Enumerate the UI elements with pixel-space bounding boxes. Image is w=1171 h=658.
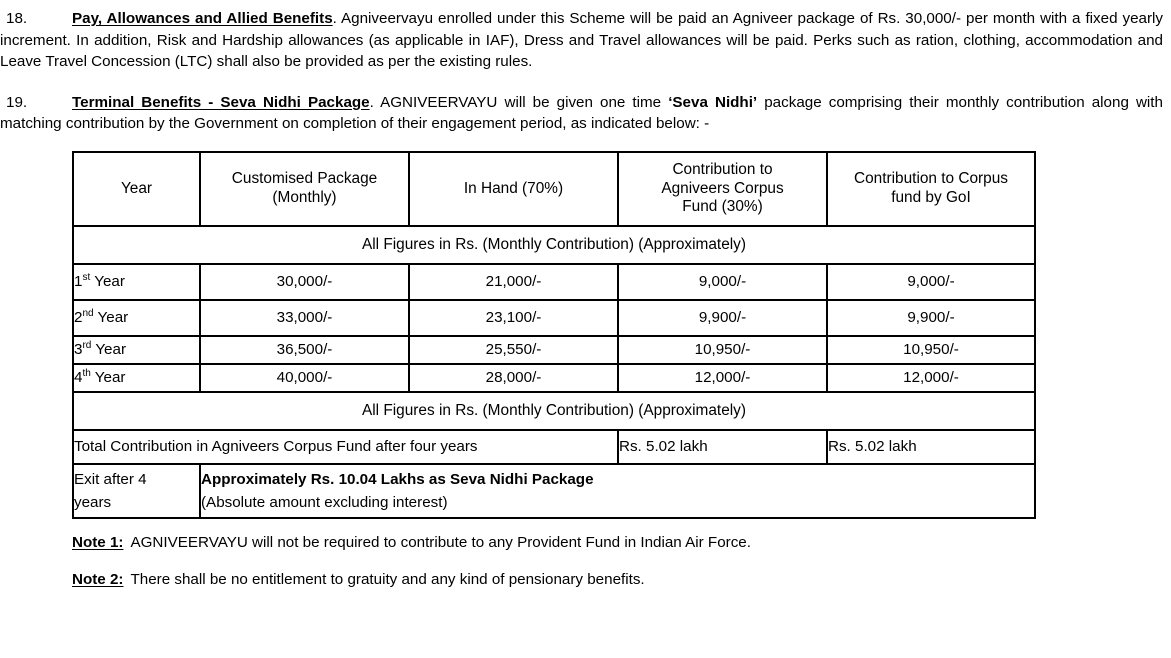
exit-row-value <box>200 464 1035 518</box>
table-band-row-top <box>73 226 1035 264</box>
row-4-year <box>73 364 200 392</box>
row-2-year-word: Year <box>97 309 129 327</box>
table-row <box>73 300 1035 336</box>
note-2-label: Note 2: <box>72 571 124 589</box>
row-4-customised-package: 40,000/- <box>200 364 409 392</box>
row-2-goi-corpus: 9,900/- <box>827 300 1035 336</box>
table-total-row <box>73 430 1035 464</box>
paragraph-19-heading: Terminal Benefits - Seva Nidhi Package <box>72 93 370 111</box>
row-4-goi-corpus: 12,000/- <box>827 364 1035 392</box>
total-row-label: Total Contribution in Agniveers Corpus Fund after four years <box>73 430 618 464</box>
row-4-in-hand: 28,000/- <box>409 364 618 392</box>
header-agniveers-line3: Fund (30%) <box>682 198 763 216</box>
exit-row-label <box>73 464 200 518</box>
header-agniveers-line2: Agniveers Corpus <box>661 179 784 197</box>
total-row-agniveer-value: Rs. 5.02 lakh <box>618 430 827 464</box>
header-goi-line2: fund by GoI <box>891 188 971 206</box>
note-1-label: Note 1: <box>72 533 124 551</box>
paragraph-19 <box>0 92 1171 135</box>
row-2-year-suffix: nd <box>82 308 94 320</box>
header-cell-agniveers-corpus <box>618 152 827 226</box>
row-3-goi-corpus: 10,950/- <box>827 336 1035 364</box>
total-row-goi-value: Rs. 5.02 lakh <box>827 430 1035 464</box>
seva-nidhi-table-wrapper <box>0 151 1171 519</box>
table-row <box>73 264 1035 300</box>
row-2-agniveer-corpus: 9,900/- <box>618 300 827 336</box>
row-1-in-hand: 21,000/- <box>409 264 618 300</box>
band-text-bottom: All Figures in Rs. (Monthly Contribution) (Approximately) <box>73 392 1035 430</box>
row-4-agniveer-corpus: 12,000/- <box>618 364 827 392</box>
note-2-text: There shall be no entitlement to gratuity and any kind of pensionary benefits. <box>130 571 645 589</box>
header-customised-line2: (Monthly) <box>272 188 337 206</box>
row-2-year-ordinal: 2 <box>74 309 83 327</box>
row-1-customised-package: 30,000/- <box>200 264 409 300</box>
note-1-text: AGNIVEERVAYU will not be required to contribute to any Provident Fund in Indian Air Force. <box>130 533 751 551</box>
row-3-agniveer-corpus: 10,950/- <box>618 336 827 364</box>
header-customised-line1: Customised Package <box>231 170 378 188</box>
table-header-row <box>73 152 1035 226</box>
header-cell-year <box>73 152 200 226</box>
row-1-year-ordinal: 1 <box>74 273 83 291</box>
table-exit-row <box>73 464 1035 518</box>
exit-label-line1: Exit after 4 <box>74 470 147 488</box>
document-page <box>0 8 1171 658</box>
exit-label-line2: years <box>74 493 112 511</box>
row-1-goi-corpus: 9,000/- <box>827 264 1035 300</box>
paragraph-18-body: . Agniveervayu enrolled under this Scheme will be paid an Agniveer package of Rs. 30,000/- per month with a fixed yearly increment. In addition, Risk and Hardship allowances (as applicable in IAF), Dress and Travel allowances will be paid. Perks such as ration, clothing, accommodation and Leave Travel Concession (LTC) shall also be provided as per the existing rules. <box>0 10 1164 71</box>
row-3-year <box>73 336 200 364</box>
table-row <box>73 336 1035 364</box>
header-cell-goi-corpus <box>827 152 1035 226</box>
exit-value-line1: Approximately Rs. 10.04 Lakhs as Seva Nidhi Package <box>201 470 594 488</box>
band-text-top: All Figures in Rs. (Monthly Contribution) (Approximately) <box>73 226 1035 264</box>
row-3-year-suffix: rd <box>82 340 92 352</box>
row-3-customised-package: 36,500/- <box>200 336 409 364</box>
note-2 <box>72 569 1171 591</box>
row-4-year-ordinal: 4 <box>74 369 83 387</box>
exit-value-line2: (Absolute amount excluding interest) <box>201 493 448 511</box>
notes-section <box>0 532 1171 591</box>
note-1 <box>72 532 1171 554</box>
header-agniveers-line1: Contribution to <box>672 160 773 178</box>
table-band-row-bottom <box>73 392 1035 430</box>
row-2-year <box>73 300 200 336</box>
row-4-year-word: Year <box>94 369 126 387</box>
row-1-year <box>73 264 200 300</box>
row-1-year-suffix: st <box>82 272 91 284</box>
row-2-in-hand: 23,100/- <box>409 300 618 336</box>
row-3-in-hand: 25,550/- <box>409 336 618 364</box>
header-cell-in-hand <box>409 152 618 226</box>
paragraph-19-body-second: package comprising their monthly contribution along with matching contribution by the Government on completion of their engagement period, as indicated below: - <box>0 93 1163 133</box>
row-1-year-word: Year <box>94 273 125 291</box>
table-row <box>73 364 1035 392</box>
seva-nidhi-table <box>72 151 1036 519</box>
row-1-agniveer-corpus: 9,000/- <box>618 264 827 300</box>
paragraph-18-number: 18. <box>6 10 28 27</box>
header-cell-customised-package <box>200 152 409 226</box>
header-goi-line1: Contribution to Corpus <box>854 170 1008 188</box>
paragraph-19-emphasis: ‘Seva Nidhi’ <box>668 93 758 111</box>
row-4-year-suffix: th <box>82 368 91 380</box>
paragraph-19-body-first: . AGNIVEERVAYU will be given one time <box>369 93 669 111</box>
paragraph-18 <box>0 8 1171 73</box>
header-inhand-line1: In Hand (70%) <box>463 179 564 197</box>
row-3-year-ordinal: 3 <box>74 341 83 359</box>
paragraph-19-number: 19. <box>6 93 28 111</box>
row-3-year-word: Year <box>95 341 126 359</box>
header-year-line1: Year <box>120 179 153 197</box>
paragraph-18-heading: Pay, Allowances and Allied Benefits <box>72 10 333 27</box>
row-2-customised-package: 33,000/- <box>200 300 409 336</box>
